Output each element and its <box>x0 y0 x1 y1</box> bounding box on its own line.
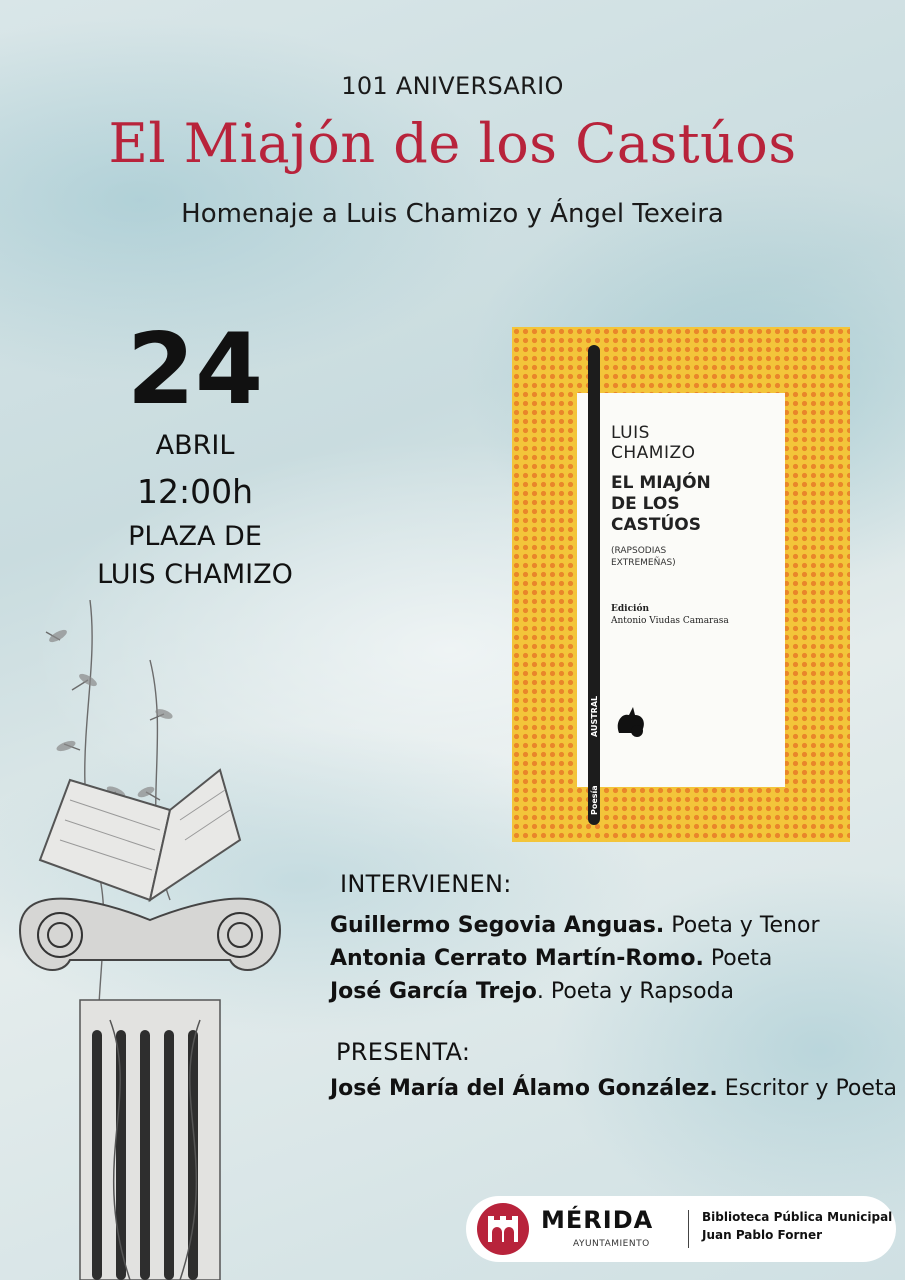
merida-logo-icon <box>476 1202 530 1256</box>
speaker-name: Guillermo Segovia Anguas. <box>330 913 665 938</box>
book-title-line2: DE LOS <box>611 494 680 514</box>
speaker-role: Poeta <box>703 946 773 971</box>
event-day: 24 <box>126 313 264 427</box>
anniversary-label: 101 ANIVERSARIO <box>341 72 564 100</box>
book-editor: Antonio Viudas Camarasa <box>611 616 729 626</box>
speaker-item <box>330 975 820 1008</box>
speaker-name: José García Trejo <box>330 979 537 1004</box>
book-cover <box>512 327 850 842</box>
book-cover-panel <box>577 393 785 787</box>
speaker-item <box>330 942 820 975</box>
speakers-heading <box>340 870 512 898</box>
footer-logos <box>466 1196 896 1262</box>
speaker-name: Antonia Cerrato Martín-Romo. <box>330 946 704 971</box>
tribute-subtitle: Homenaje a Luis Chamizo y Ángel Texeira <box>181 199 724 229</box>
book-author-line2: CHAMIZO <box>611 443 696 463</box>
austral-goat-icon <box>611 703 651 739</box>
event-time: 12:00h <box>136 472 253 511</box>
date-block <box>60 313 330 594</box>
book-author-line1: LUIS <box>611 423 650 443</box>
presenter-name: José María del Álamo González. <box>330 1076 718 1101</box>
book-genre: Poesía <box>590 785 599 815</box>
library-name-line1: Biblioteca Pública Municipal <box>702 1210 893 1224</box>
book-title-line1: EL MIAJÓN <box>611 473 711 493</box>
speakers-heading-text: INTERVIENEN: <box>340 870 512 898</box>
book-title-line3: CASTÚOS <box>611 515 701 535</box>
book-spine <box>588 345 600 825</box>
speaker-role: Poeta y Tenor <box>664 913 820 938</box>
speaker-item <box>330 909 820 942</box>
city-name: MÉRIDA <box>541 1206 654 1234</box>
council-label: AYUNTAMIENTO <box>573 1239 650 1249</box>
book-edition-label: Edición <box>611 604 650 614</box>
column-book-illustration <box>0 600 300 1280</box>
book-subtitle <box>611 545 676 569</box>
event-month: ABRIL <box>155 430 235 461</box>
event-title: El Miajón de los Castúos <box>108 112 797 175</box>
book-subtitle-line1: (RAPSODIAS <box>611 546 667 556</box>
presenter-heading-text: PRESENTA: <box>336 1038 471 1066</box>
book-subtitle-line2: EXTREMEÑAS) <box>611 558 676 568</box>
library-name-line2: Juan Pablo Forner <box>702 1228 822 1242</box>
presenter-heading <box>336 1038 470 1066</box>
presenter-line <box>330 1072 897 1105</box>
speaker-role: . Poeta y Rapsoda <box>536 979 735 1004</box>
book-collection: AUSTRAL <box>590 695 599 737</box>
event-place-line2: LUIS CHAMIZO <box>97 559 293 590</box>
footer-divider <box>688 1210 689 1248</box>
speakers-list <box>330 909 820 1008</box>
book-author <box>611 423 696 463</box>
presenter-role: Escritor y Poeta <box>717 1076 898 1101</box>
event-place-line1: PLAZA DE <box>128 521 262 552</box>
book-title <box>611 473 711 536</box>
book-edition <box>611 603 729 627</box>
